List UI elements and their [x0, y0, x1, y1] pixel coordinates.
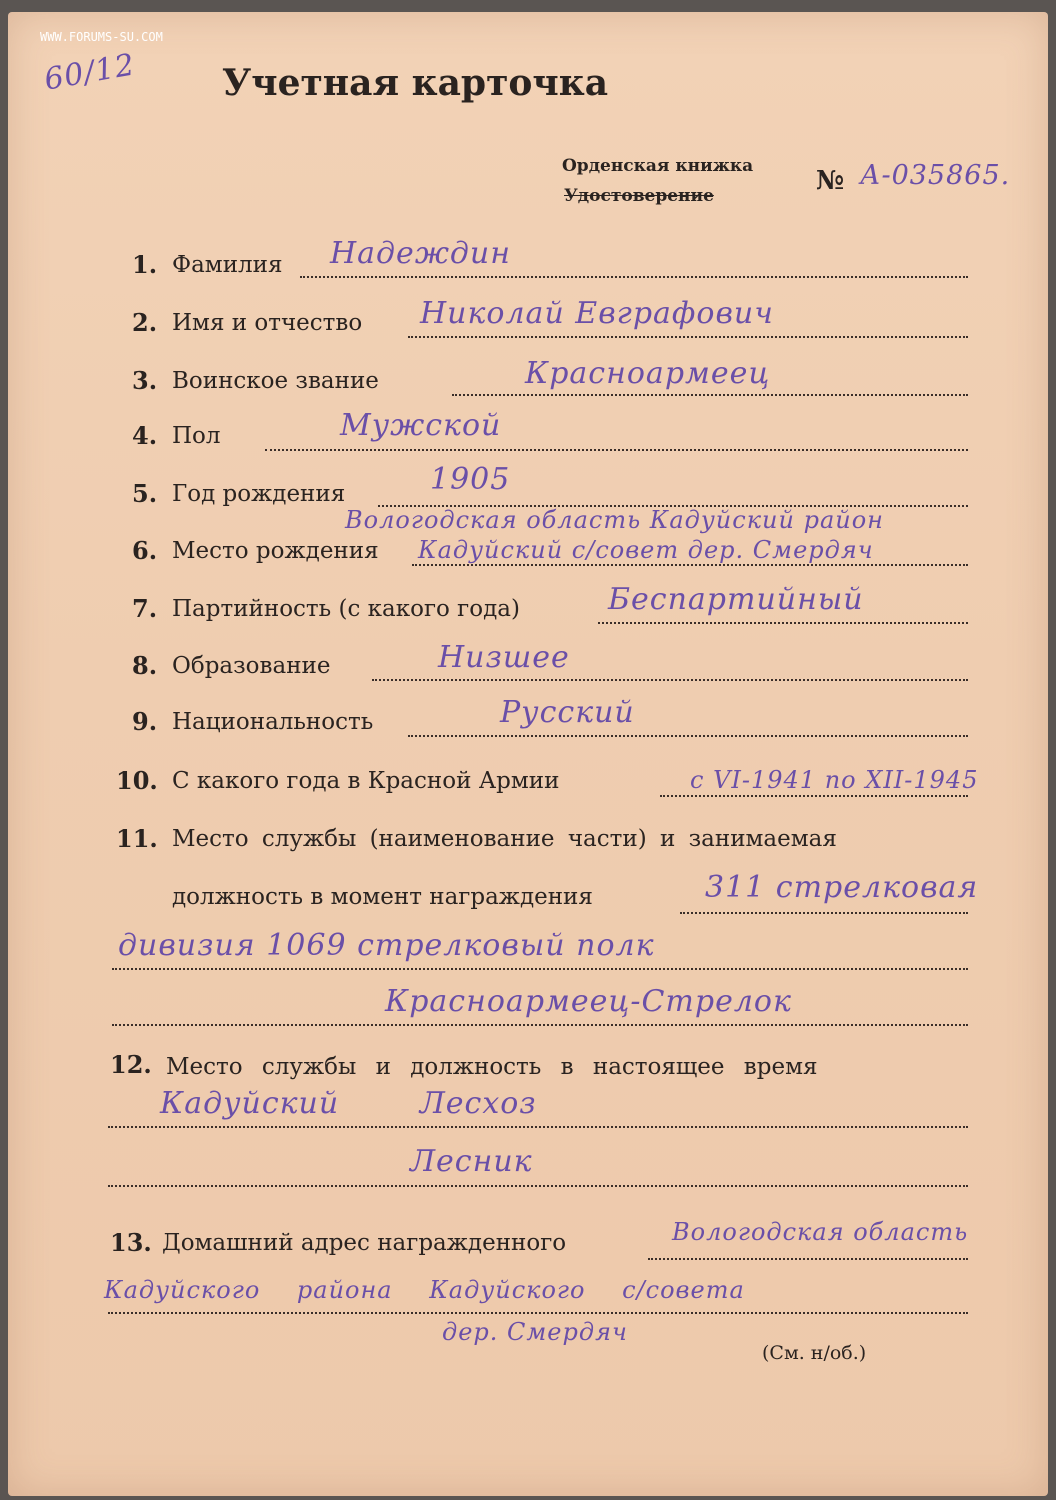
field-8-value: Низшее: [438, 640, 570, 675]
field-9-label: Национальность: [172, 709, 374, 735]
field-11-number: 11.: [116, 824, 158, 853]
field-1-number: 1.: [132, 250, 158, 279]
field-9-line: [408, 735, 968, 737]
field-7-line: [598, 622, 968, 624]
field-4-line: [265, 449, 968, 451]
field-11-label: Место службы (наименование части) и занимаемая: [172, 826, 837, 852]
field-7-value: Беспартийный: [608, 582, 864, 617]
field-6-value: Кадуйский с/совет дер. Смердяч: [418, 536, 874, 564]
field-3-number: 3.: [132, 366, 158, 395]
field-9-value: Русский: [500, 695, 635, 730]
field-3-line: [452, 394, 968, 396]
field-11-value: 311 стрелковая: [705, 870, 979, 905]
field-12-line-2: [108, 1185, 968, 1187]
field-11-line-3: [112, 1024, 968, 1026]
field-13-number: 13.: [110, 1228, 152, 1257]
field-6-label: Место рождения: [172, 538, 379, 564]
record-card: [8, 12, 1048, 1496]
field-8-label: Образование: [172, 653, 331, 679]
field-12-value-2: Лесник: [410, 1144, 533, 1179]
field-11-line-2: [112, 968, 968, 970]
see-reverse-note: (См. н/об.): [762, 1342, 867, 1364]
field-11-value-3: Красноармеец-Стрелок: [385, 984, 792, 1019]
field-12-line-1: [108, 1126, 968, 1128]
field-11-value-2: дивизия 1069 стрелковый полк: [118, 928, 655, 963]
field-5-number: 5.: [132, 479, 158, 508]
page-title: Учетная карточка: [222, 62, 609, 104]
order-book-number: А-035865.: [860, 160, 1011, 191]
field-7-number: 7.: [132, 594, 158, 623]
field-12-number: 12.: [110, 1050, 152, 1079]
field-9-number: 9.: [132, 707, 158, 736]
field-8-line: [372, 679, 968, 681]
field-5-value: 1905: [430, 462, 511, 497]
field-13-value: Вологодская область: [672, 1218, 969, 1246]
field-4-number: 4.: [132, 421, 158, 450]
field-3-value: Красноармеец: [525, 356, 771, 391]
field-2-line: [408, 336, 968, 338]
field-13-line-2: [108, 1312, 968, 1314]
watermark: WWW.FORUMS-SU.COM: [40, 30, 163, 44]
field-1-line: [300, 276, 968, 278]
order-book-label: Орденская книжка: [562, 156, 754, 176]
field-12-value: Кадуйский Лесхоз: [160, 1086, 537, 1121]
field-2-value: Николай Евграфович: [420, 296, 774, 331]
field-10-number: 10.: [116, 766, 158, 795]
field-1-label: Фамилия: [172, 252, 283, 278]
number-sign: №: [816, 166, 845, 196]
field-7-label: Партийность (с какого года): [172, 596, 520, 622]
certificate-label: Удостоверение: [564, 186, 714, 206]
field-6-number: 6.: [132, 536, 158, 565]
field-13-value-2: Кадуйского района Кадуйского с/совета: [104, 1276, 745, 1304]
field-2-label: Имя и отчество: [172, 310, 363, 336]
field-10-label: С какого года в Красной Армии: [172, 768, 560, 794]
field-8-number: 8.: [132, 651, 158, 680]
field-10-value: с VI-1941 по XII-1945: [690, 766, 979, 794]
field-11-line-1: [680, 912, 968, 914]
field-11-label-2: должность в момент награждения: [172, 884, 593, 910]
field-6-value-top: Вологодская область Кадуйский район: [345, 506, 884, 534]
field-13-label: Домашний адрес награжденного: [162, 1230, 567, 1256]
field-5-label: Год рождения: [172, 481, 346, 507]
field-3-label: Воинское звание: [172, 368, 379, 394]
field-4-value: Мужской: [340, 408, 502, 443]
field-13-line-1: [648, 1258, 968, 1260]
corner-note: 60/12: [41, 47, 138, 98]
field-4-label: Пол: [172, 423, 221, 449]
field-13-value-3: дер. Смердяч: [442, 1318, 628, 1346]
field-6-line: [412, 564, 968, 566]
field-10-line: [660, 795, 968, 797]
field-12-label: Место службы и должность в настоящее время: [166, 1054, 818, 1080]
field-2-number: 2.: [132, 308, 158, 337]
field-1-value: Надеждин: [330, 236, 512, 271]
